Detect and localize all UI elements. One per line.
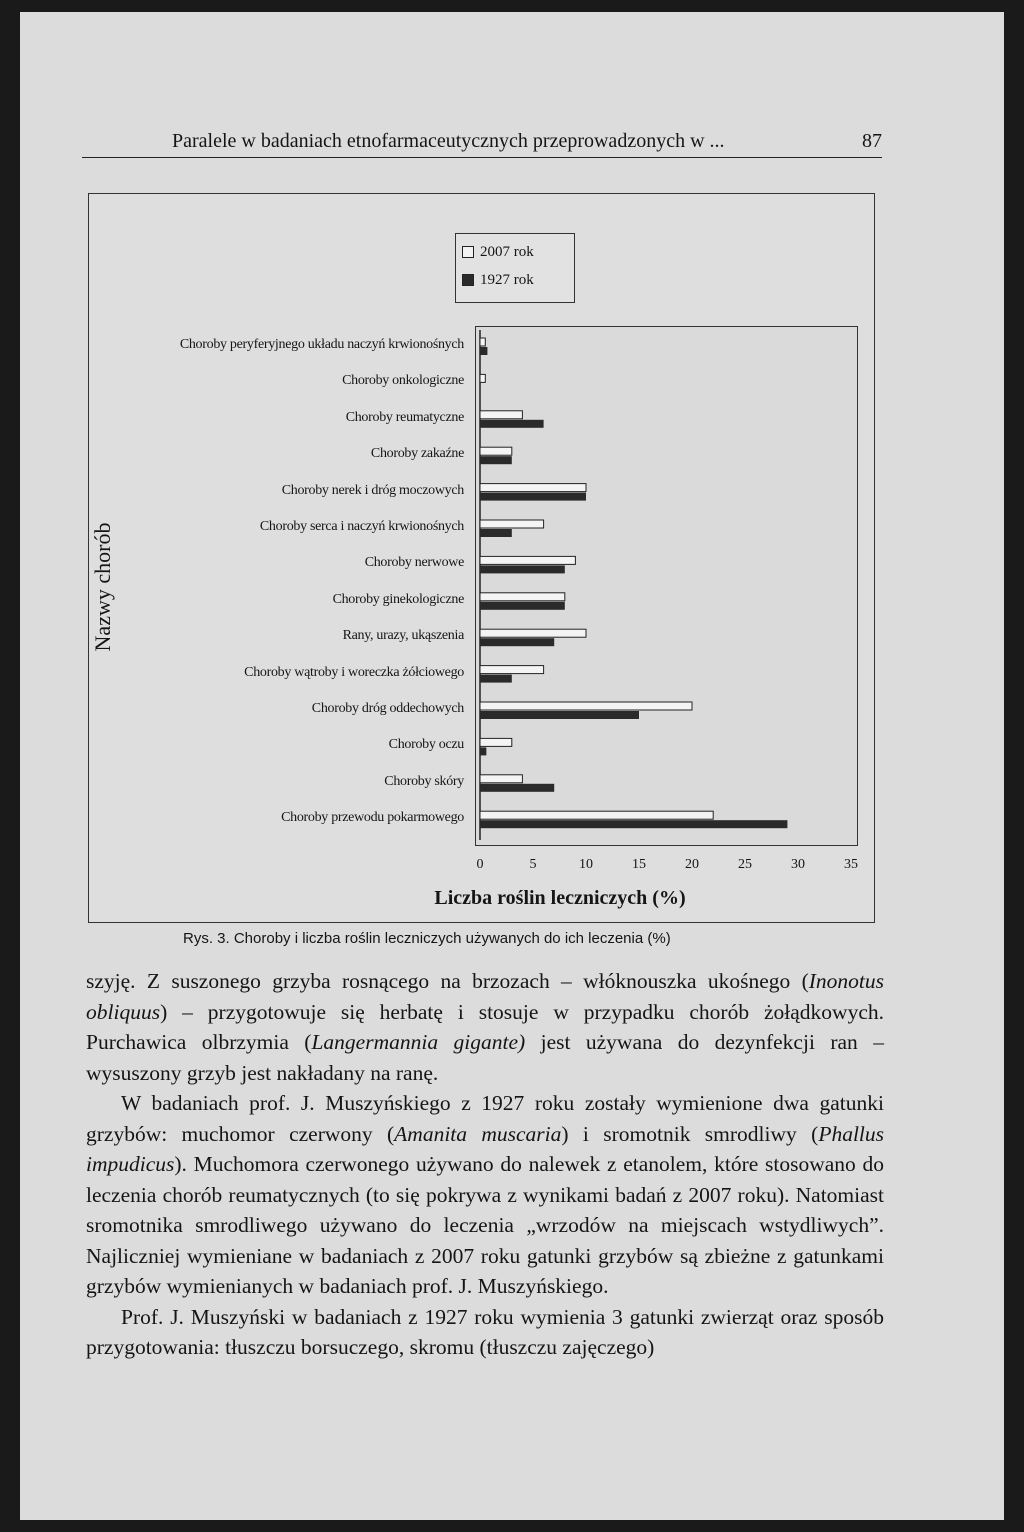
- bar-2007-11: [480, 738, 512, 746]
- category-label: Choroby zakaźne: [370, 446, 464, 462]
- x-tick-label: 35: [844, 857, 858, 872]
- page-number: 87: [862, 130, 882, 152]
- bar-2007-4: [480, 484, 586, 492]
- category-label: Choroby przewodu pokarmowego: [281, 810, 464, 826]
- paragraph-1: [86, 966, 884, 1088]
- x-tick-label: 30: [791, 857, 805, 872]
- x-tick-label: 5: [529, 857, 537, 872]
- bar-2007-9: [480, 666, 544, 674]
- bar-1927-2: [480, 420, 544, 428]
- bar-2007-6: [480, 556, 575, 564]
- category-label: Choroby nerek i dróg moczowych: [281, 482, 464, 498]
- bar-1927-11: [480, 747, 486, 755]
- legend-label-1927: 1927 rok: [480, 271, 534, 288]
- bar-2007-7: [480, 593, 565, 601]
- bar-2007-10: [480, 702, 692, 710]
- bar-2007-5: [480, 520, 544, 528]
- bar-2007-3: [480, 447, 512, 455]
- figure-caption: Rys. 3. Choroby i liczba roślin leczniczych używanych do ich leczenia (%): [183, 930, 671, 947]
- bar-1927-3: [480, 456, 512, 464]
- category-label: Choroby wątroby i woreczka żółciowego: [244, 664, 464, 680]
- p1-text-c: ) – przygotowuje się herbatę i stosuje w przypadku chorób żołądkowych. Purchawica olbrzymia (: [86, 999, 884, 1054]
- category-label: Choroby onkologiczne: [342, 373, 464, 389]
- p2-text-e: ). Muchomora czerwonego używano do nalewek z etanolem, które stosowano do leczenia chorób reumatycznych (to się pokrywa z wynikami badań z 2007 roku). Natomiast sromotnika smrodliwego używano do leczenia „wrzodów na miejscach wstydliwych”. Najliczniej wymieniane w badaniach z 2007 roku gatunki grzybów są zbieżne z gatunkami grzybów wymienianych w badaniach prof. J. Muszyńskiego.: [86, 1152, 884, 1298]
- bar-1927-8: [480, 638, 554, 646]
- category-label: Choroby dróg oddechowych: [311, 701, 464, 716]
- x-tick-label: 25: [738, 857, 752, 872]
- bar-1927-7: [480, 602, 565, 610]
- p2-species-2: Phallus impudicus: [86, 1121, 885, 1176]
- bar-2007-0: [480, 338, 485, 346]
- bar-1927-9: [480, 675, 512, 683]
- bar-1927-13: [480, 820, 787, 828]
- bar-2007-8: [480, 629, 586, 637]
- p1-text-e: jest używana do dezynfekcji ran – wysuszony grzyb jest nakładany na ranę.: [86, 1030, 884, 1085]
- bar-1927-12: [480, 784, 554, 792]
- x-tick-label: 15: [632, 857, 646, 872]
- category-label: Choroby nerwowe: [364, 555, 464, 571]
- p1-species-1: Inonotus obliquus: [86, 969, 884, 1024]
- bar-1927-10: [480, 711, 639, 719]
- category-label: Choroby ginekologiczne: [332, 591, 464, 607]
- paragraph-2: [86, 1088, 884, 1302]
- p1-text-a: szyję. Z suszonego grzyba rosnącego na brzozach – włóknouszka ukośnego (: [86, 969, 809, 993]
- bar-2007-1: [480, 374, 485, 382]
- category-label: Choroby reumatyczne: [345, 409, 464, 425]
- bar-2007-2: [480, 411, 522, 419]
- bar-2007-13: [480, 811, 713, 819]
- y-axis-title: Nazwy chorób: [90, 522, 115, 652]
- x-tick-label: 10: [579, 857, 593, 872]
- p2-species-1: Amanita muscaria: [394, 1121, 562, 1146]
- p2-text-a: W badaniach prof. J. Muszyńskiego z 1927 roku zostały wymienione dwa gatunki grzybów: muchomor czerwony (: [86, 1091, 884, 1146]
- p1-species-2: Langermannia gigante): [311, 1030, 526, 1054]
- x-axis-title: Liczba roślin leczniczych (%): [434, 887, 686, 909]
- body-text: [86, 966, 884, 1363]
- bar-1927-5: [480, 529, 512, 537]
- category-label: Rany, urazy, ukąszenia: [342, 628, 464, 644]
- category-label: Choroby skóry: [384, 773, 464, 789]
- x-tick-label: 20: [685, 857, 699, 872]
- paragraph-3: Prof. J. Muszyński w badaniach z 1927 roku wymienia 3 gatunki zwierząt oraz sposób przygotowania: tłuszczu borsuczego, skromu (tłuszczu zajęczego): [86, 1304, 884, 1359]
- category-label: Choroby oczu: [388, 737, 464, 753]
- category-label: Choroby peryferyjnego układu naczyń krwionośnych: [179, 337, 464, 352]
- bar-1927-0: [480, 347, 487, 355]
- legend-label-2007: 2007 rok: [480, 243, 534, 260]
- bar-1927-6: [480, 565, 565, 573]
- category-label: Choroby serca i naczyń krwionośnych: [259, 519, 464, 534]
- bar-2007-12: [480, 775, 522, 783]
- x-tick-label: 0: [476, 857, 484, 872]
- p2-text-c: ) i sromotnik smrodliwy (: [561, 1121, 819, 1146]
- running-title: Paralele w badaniach etnofarmaceutycznych przeprowadzonych w ...: [172, 130, 725, 152]
- bar-1927-4: [480, 493, 586, 501]
